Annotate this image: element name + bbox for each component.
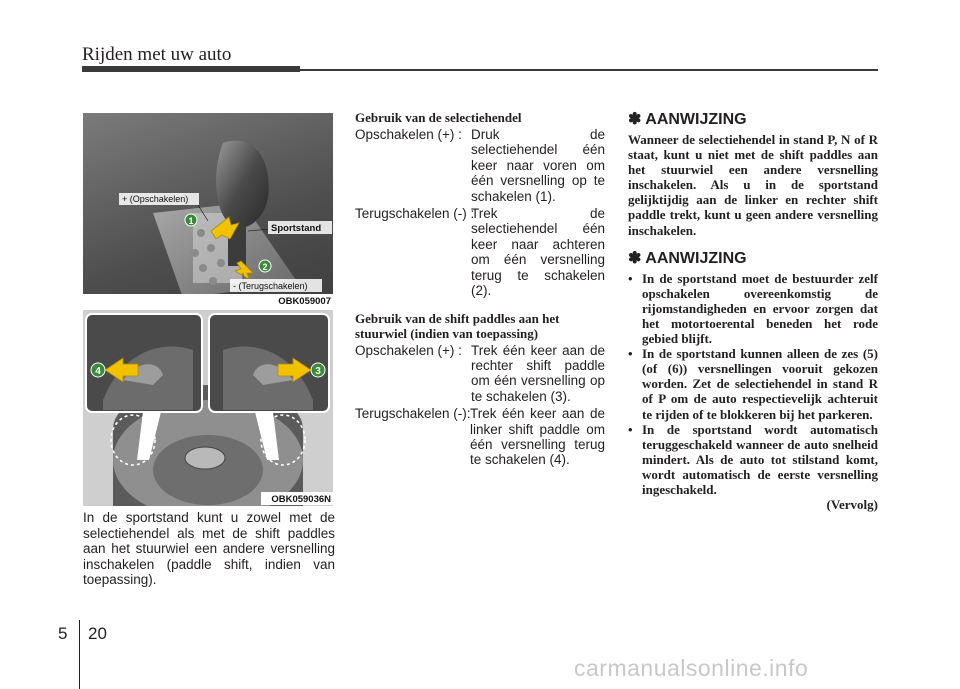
notes-column [628,111,878,512]
gear-selector-figure [83,113,333,307]
intro-paragraph: In de sportstand kunt u zowel met de selectiehendel als met de shift paddles aan het stuurwiel een andere versnelling inschakelen (paddle shift, indien van toepassing). [83,510,335,588]
label-sport-mode: Sportstand [271,223,322,234]
marker-2-label: 2 [262,262,268,272]
lever-usage-heading: Gebruik van de selectiehendel [355,110,522,125]
paddle-upshift-desc: Trek één keer aan de rechter shift paddle om één versnelling op te schakelen (3). [471,342,605,404]
note2-item [628,422,878,497]
note2-item-text: In de sportstand wordt automatisch teruggeschakeld wanneer de auto snelheid mindert. Als de auto tot stilstand komt, wordt automatisch de eerste versnelling ingeschakeld. [642,421,878,497]
paddle-downshift-desc: Trek één keer aan de linker shift paddle om één versnelling terug te schakelen (4). [470,406,605,468]
instructions-column [355,110,605,468]
marker-3-label: 3 [315,366,321,377]
lever-downshift-item [355,206,605,298]
shift-knob [216,140,269,227]
gear-selector-illustration [83,113,333,307]
header-bar-thick [82,66,300,72]
label-upshift: + (Opschakelen) [122,194,189,204]
paddle-downshift-term: Terugschakelen (-): [355,406,471,422]
note1-body: Wanneer de selectiehendel in stand P, N of R staat, kunt u niet met de shift paddles aan het stuurwiel een andere versnelling inschakelen. Als u in de sportstand gelijktijdig aan de linker en rechter shift paddle trekt, kunt u geen andere versnelling inschakelen. [628,132,878,238]
bullet-icon: • [628,421,633,437]
steering-wheel-hub [153,435,263,505]
page-number-divider [79,620,80,689]
note2-item [628,346,878,421]
note2-title: ✽ AANWIJZING [628,249,747,267]
paddle-shift-figure [83,310,333,506]
bullet-icon: • [628,346,633,362]
marker-4-label: 4 [95,366,101,377]
lever-upshift-item [355,127,605,204]
note1-title: ✽ AANWIJZING [628,111,747,128]
paddle-downshift-item [355,406,605,468]
note2-list [628,271,878,497]
watermark: carmanualsonline.info [574,655,809,681]
lever-downshift-desc: Trek de selectiehendel één keer naar achteren om één versnelling terug te schakelen (2). [471,206,605,299]
figure1-code: OBK059007 [278,296,331,307]
note2-item [628,271,878,346]
paddle-upshift-term: Opschakelen (+) : [355,342,462,358]
label-downshift: - (Terugschakelen) [233,281,308,291]
lever-downshift-term: Terugschakelen (-) : [355,206,475,222]
continued-label: (Vervolg) [826,497,878,513]
page-number: 20 [88,624,107,643]
brand-emblem [185,447,225,469]
paddle-upshift-item [355,343,605,405]
lever-upshift-term: Opschakelen (+) : [355,127,462,142]
figure2-code: OBK059036N [271,494,331,505]
section-number: 5 [58,624,68,643]
lever-upshift-desc: Druk de selectiehendel één keer naar voren om één versnelling op te schakelen (1). [471,127,605,204]
paddle-shift-illustration [83,310,333,506]
bullet-icon: • [628,270,633,286]
header-bar-thin [300,69,878,71]
note2-item-text: In de sportstand kunnen alleen de zes (5) (of (6)) versnellingen vooruit gekozen worden. Zet de selectiehendel in stand R of P om de auto respectievelijk achteruit te rijden of te blokkeren bij het parkeren. [642,346,878,422]
page-header-title: Rijden met uw auto [82,44,232,65]
paddle-usage-heading: Gebruik van de shift paddles aan het stuurwiel (indien van toepassing) [355,310,560,341]
marker-1-label: 1 [188,216,194,226]
note2-item-text: In de sportstand moet de bestuurder zelf opschakelen overeenkomstig de rijomstandigheden en ervoor zorgen dat het motortoerental beneden het rode gebied blijft. [642,270,878,347]
